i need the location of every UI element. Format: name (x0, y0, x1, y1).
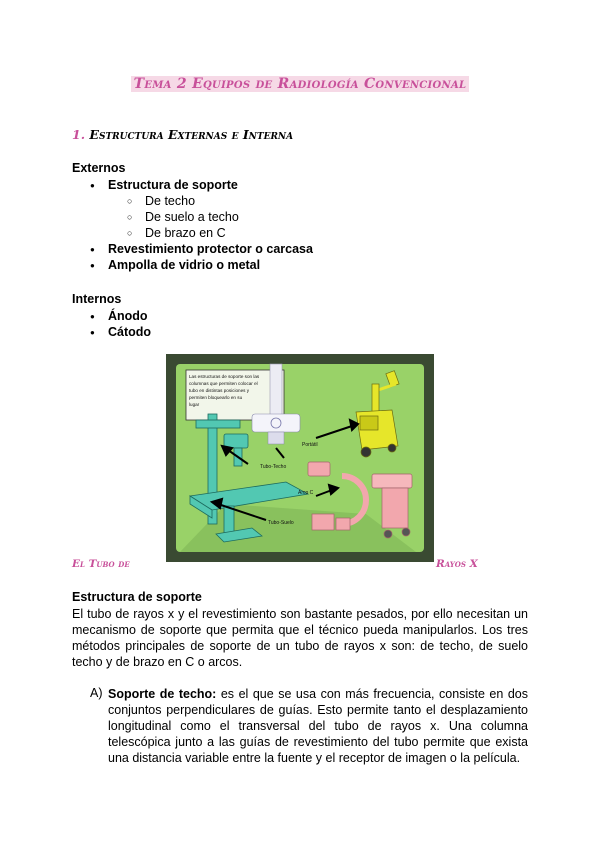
callout-text: Las estructuras de soporte son las columnas que permiten colocar el tubo en distintas posiciones y permiten bloquearlo en su lugar (189, 374, 260, 407)
internos-label: Internos (72, 292, 122, 306)
label-tubo-suelo: Tubo-Suelo (268, 520, 294, 526)
soporte-heading: Estructura de soporte (72, 590, 202, 604)
section-number: 1. (72, 127, 86, 142)
label-portatil: Portátil (302, 442, 318, 448)
sub-list-item: ○ De techo (127, 193, 195, 209)
soporte-paragraph: El tubo de rayos x y el revestimiento son bastante pesados, por ello necesitan un mecanismo de soporte que permita que el técnico pueda manipularlos. Los tres métodos principales de soporte de un tubo de rayos x son: de techo, de suelo techo y de brazo en C o arcos. (72, 607, 528, 669)
list-item: ● Ánodo (90, 308, 148, 324)
label-tubo-techo: Tubo-Techo (260, 464, 287, 470)
figure-caption-right: Rayos X (436, 558, 478, 570)
sub-list-item: ○ De suelo a techo (127, 209, 239, 225)
item-a-paragraph (108, 686, 528, 766)
sub-list-item: ○ De brazo en C (127, 225, 226, 241)
page-title: Tema 2 Equipos de Radiología Convencional (0, 76, 600, 92)
list-item: ● Cátodo (90, 324, 151, 340)
section-heading (72, 127, 293, 142)
figure-caption-left: El Tubo de (72, 558, 130, 570)
list-item: ● Estructura de soporte (90, 177, 238, 193)
item-a-label: Soporte de techo: (108, 687, 217, 701)
label-arco-c: Arco C (298, 490, 314, 496)
xray-equipment-figure (166, 354, 434, 562)
list-item: ● Ampolla de vidrio o metal (90, 257, 260, 273)
externos-label: Externos (72, 161, 126, 175)
section-title: Estructura Externas e Interna (89, 127, 294, 142)
item-a-text: es el que se usa con más frecuencia, consiste en dos conjuntos perpendiculares de guías. Esto permite tanto el desplazamiento longitudinal como el transversal del tubo de rayos x. Una columna telescópica junto a las guías de revestimiento del tubo permite que exista una distancia variable entre la fuente y el receptor de imagen o la película. (108, 687, 528, 765)
list-item: ● Revestimiento protector o carcasa (90, 241, 313, 257)
list-marker-a: A) (90, 686, 103, 700)
